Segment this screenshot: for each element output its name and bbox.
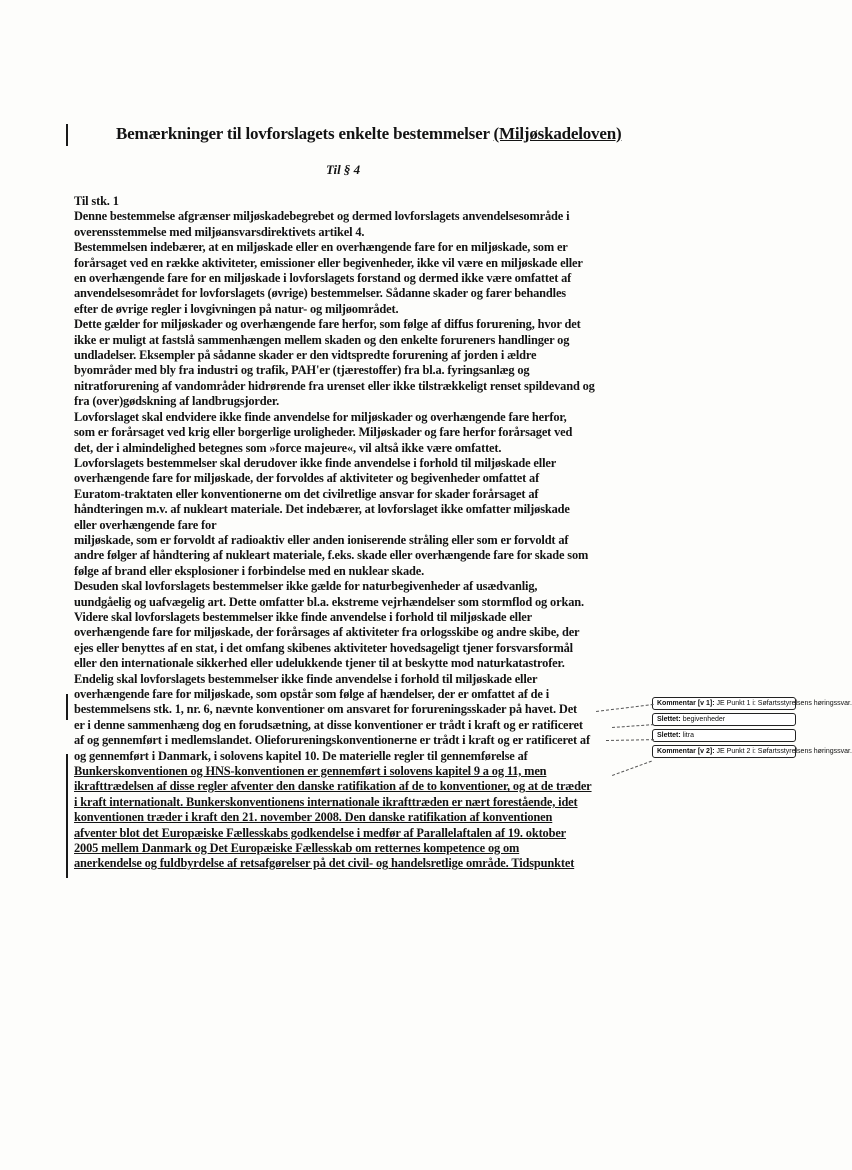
comment-label: Slettet: xyxy=(657,716,681,723)
title-text: Bemærkninger til lovforslagets enkelte bestemmelser xyxy=(116,124,490,143)
text-line: fra (over)gødskning af landbrugsjorder. xyxy=(74,394,280,409)
text-line: anvendelsesområdet for lovforslagets (øvrige) bestemmelser. Sådanne skader og farer behandles xyxy=(74,286,566,301)
text-line: som er forårsaget ved krig eller borgerlige uroligheder. Miljøskader og fare herfor forårsaget ved xyxy=(74,425,573,440)
text-line: Til stk. 1 xyxy=(74,194,119,208)
text-line: afventer blot det Europæiske Fællesskabs godkendelse i medfør af Parallelaftalen af 19. oktober xyxy=(74,825,567,840)
text-line: overhængende fare for miljøskade, der forårsages af aktiviteter fra orlogsskibe og andre skibe, der xyxy=(74,625,580,640)
comment-balloon[interactable] xyxy=(652,697,852,710)
title-link-text[interactable]: (Miljøskadeloven) xyxy=(493,124,622,143)
comment-text: JE Punkt 1 i: Søfartsstyrelsens høringssvar. xyxy=(716,700,852,707)
comment-balloons xyxy=(652,697,852,761)
text-line: konventionen træder i kraft den 21. november 2008. Den danske ratifikation af konventionen xyxy=(74,810,553,825)
text-line: Denne bestemmelse afgrænser miljøskadebegrebet og dermed lovforslagets anvendelsesområde i xyxy=(74,209,570,224)
text-line: forårsaget ved en række aktiviteter, emissioner eller begivenheder, ikke vil være en miljøskade eller xyxy=(74,255,583,270)
text-line: er i denne sammenhæng dog en forudsætning, at disse konventioner er trådt i kraft og er ratificeret xyxy=(74,717,583,732)
text-line: nitratforurening af vandområder hidrørende fra urenset eller ikke tilstrækkeligt renset spildevand og xyxy=(74,378,595,393)
text-line: håndteringen m.v. af nukleart materiale. Det indebærer, at lovforslaget ikke omfatter miljøskade xyxy=(74,502,570,517)
text-line: overensstemmelse med miljøansvarsdirektivets artikel 4. xyxy=(74,224,365,239)
text-line: bestemmelsens stk. 1, nr. 6, nævnte konventioner om ansvaret for forureningsskader på havet. Det xyxy=(74,702,578,717)
text-line: miljøskade, som er forvoldt af radioaktiv eller anden ioniserende stråling eller som er forvoldt af xyxy=(74,532,569,547)
comment-balloon[interactable] xyxy=(652,729,796,742)
comment-text: JE Punkt 2 i: Søfartsstyrelsens høringssvar. xyxy=(716,748,852,755)
change-bar xyxy=(66,124,68,146)
section-heading: Til § 4 xyxy=(326,162,361,177)
text-line: byområder med bly fra industri og trafik, PAH'er (tjærestoffer) fra bl.a. fyringsanlæg og xyxy=(74,363,530,378)
text-line: i kraft internationalt. Bunkerskonventionens internationale ikrafttræden er nært forestående, idet xyxy=(74,794,578,809)
change-bar xyxy=(66,754,68,878)
text-line: og gennemført i Danmark, i solovens kapitel 10. De materielle regler til gennemførelse af xyxy=(74,748,528,763)
text-line: det, der i almindelighed betegnes som »force majeure«, vil altså ikke være omfattet. xyxy=(74,440,502,455)
text-line: uundgåelig og uafvægelig art. Dette omfatter bl.a. ekstreme vejrhændelser som stormflod og orkan. xyxy=(74,594,584,609)
text-line: eller overhængende fare for xyxy=(74,517,217,532)
text-line: Bestemmelsen indebærer, at en miljøskade eller en overhængende fare for en miljøskade, som er xyxy=(74,240,568,255)
change-bar xyxy=(66,694,68,720)
text-line: efter de øvrige regler i lovgivningen på natur- og miljøområdet. xyxy=(74,301,399,316)
text-line: Lovforslaget skal endvidere ikke finde anvendelse for miljøskader og overhængende fare herfor, xyxy=(74,409,567,424)
comment-text: begivenheder xyxy=(682,716,726,723)
text-line: Dette gælder for miljøskader og overhængende fare herfor, som følge af diffus forurening, hvor det xyxy=(74,317,581,332)
text-line: ejes eller benyttes af en stat, i det omfang skibenes aktiviteter hovedsageligt tjener forsvarsformål xyxy=(74,640,573,655)
comment-balloon[interactable] xyxy=(652,745,852,758)
text-line: Euratom-traktaten eller konventionerne om det civilretlige ansvar for skader forårsaget af xyxy=(74,486,539,501)
text-line: Bunkerskonventionen og HNS-konventionen er gennemført i solovens kapitel 9 a og 11, men xyxy=(74,764,547,779)
text-line: Endelig skal lovforslagets bestemmelser ikke finde anvendelse i forhold til miljøskade eller xyxy=(74,671,538,686)
text-line: andre følger af håndtering af nukleart materiale, f.eks. skade eller overhængende fare for skade som xyxy=(74,548,589,563)
text-line: af og gennemført i medlemslandet. Olieforureningskonventionerne er trådt i kraft og er ratificeret af xyxy=(74,733,590,748)
comment-label: Slettet: xyxy=(657,732,681,739)
text-line: 2005 mellem Danmark og Det Europæiske Fællesskab om retternes kompetence og om xyxy=(74,841,520,856)
comment-label: Kommentar [v 1]: xyxy=(657,700,715,707)
text-line: ikrafttrædelsen af disse regler afventer den danske ratifikation af de to konventioner, og at de træder xyxy=(74,779,592,794)
comment-text: litra xyxy=(682,732,694,739)
text-line: Lovforslagets bestemmelser skal derudover ikke finde anvendelse i forhold til miljøskade eller xyxy=(74,455,557,470)
text-line: Desuden skal lovforslagets bestemmelser ikke gælde for naturbegivenheder af usædvanlig, xyxy=(74,579,538,594)
text-line: overhængende fare for miljøskade, som opstår som følge af hændelser, der er omfattet af de i xyxy=(74,687,549,701)
text-line: følge af brand eller eksplosioner i forbindelse med en nuklear skade. xyxy=(74,563,425,578)
body-text xyxy=(74,194,634,872)
text-line: Videre skal lovforslagets bestemmelser ikke finde anvendelse i forhold til miljøskade eller xyxy=(74,609,532,624)
text-line: en overhængende fare for en miljøskade i lovforslagets forstand og dermed ikke være omfattet af xyxy=(74,271,572,286)
text-line: overhængende fare for miljøskade, der forvoldes af aktiviteter og begivenheder omfattet af xyxy=(74,471,540,486)
text-line: anerkendelse og fuldbyrdelse af retsafgørelser på det civil- og handelsretlige område. Tidspunktet xyxy=(74,856,575,871)
comment-balloon[interactable] xyxy=(652,713,796,726)
text-line: eller den internationale sikkerhed eller udelukkende tjener til at beskytte mod naturkatastrofer. xyxy=(74,656,565,671)
document-title xyxy=(116,124,676,144)
text-line: undladelser. Eksempler på sådanne skader er den vidtspredte forurening af jorden i ældre xyxy=(74,348,537,363)
comment-label: Kommentar [v 2]: xyxy=(657,748,715,755)
text-line: ikke er muligt at fastslå sammenhængen mellem skaden og den enkelte forureners handlinger og xyxy=(74,332,570,347)
